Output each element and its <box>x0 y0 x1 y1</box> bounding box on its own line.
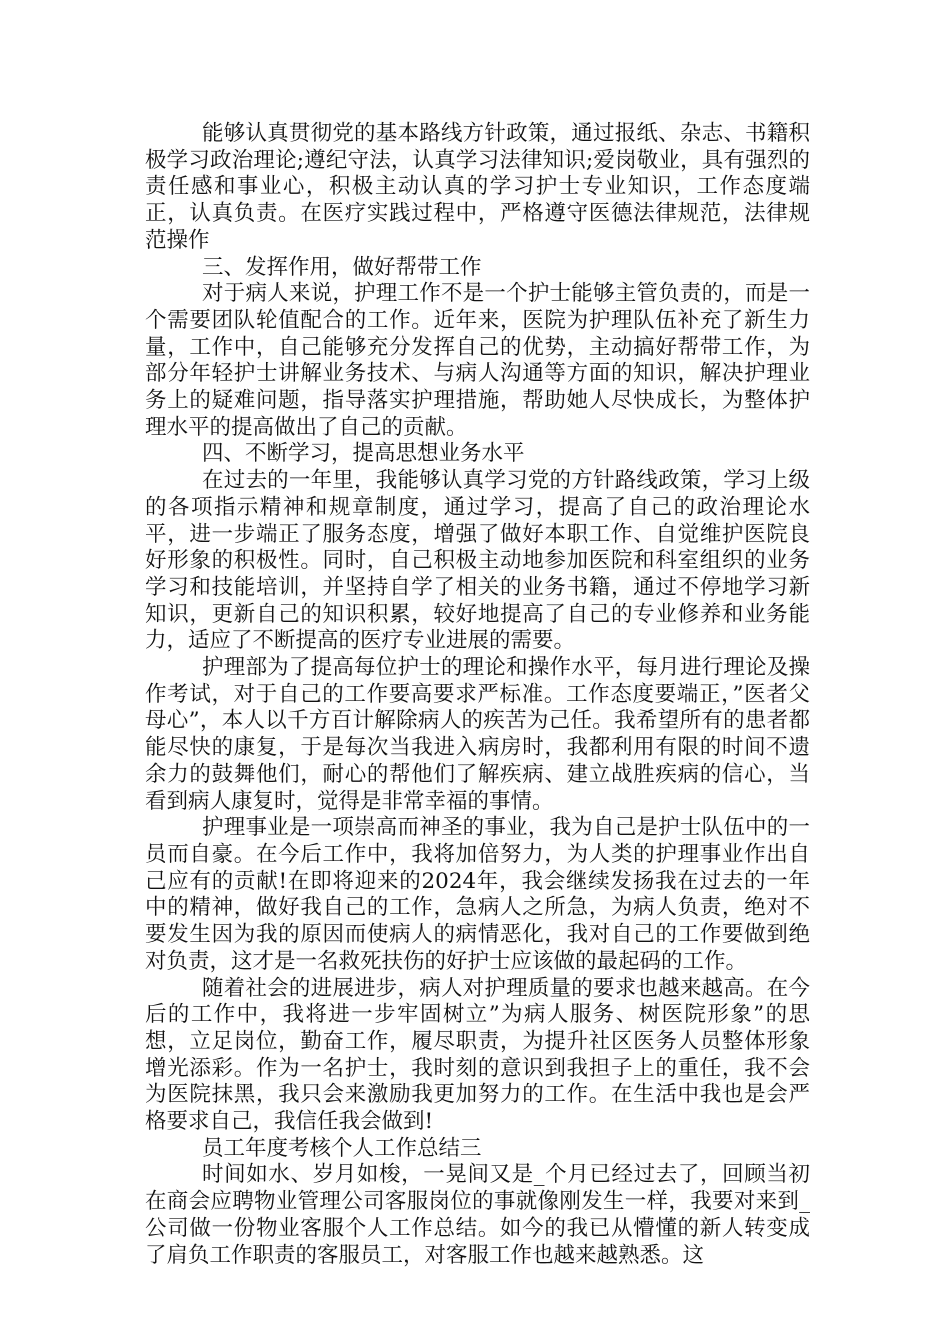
body-paragraph-7: 时间如水、岁月如梭，一晃间又是_个月已经过去了，回顾当初在商会应聘物业管理公司客服岗位的事就像刚发生一样，我要对来到_公司做一份物业客服个人工作总结。如今的我已从懵懂的新人转变成了肩负工作职责的客服员工，对客服工作也越来越熟悉。这 <box>145 1162 810 1268</box>
section-heading-3: 三、发挥作用，做好帮带工作 <box>202 254 482 280</box>
body-paragraph-6: 随着社会的进展进步，病人对护理质量的要求也越来越高。在今后的工作中，我将进一步牢固树立”为病人服务、树医院形象”的思想，立足岗位，勤奋工作，履尽职责，为提升社区医务人员整体形象增光添彩。作为一名护士，我时刻的意识到我担子上的重任，我不会为医院抹黑，我只会来激励我更加努力的工作。在生活中我也是会严格要求自己，我信任我会做到! <box>145 975 810 1135</box>
section-heading-4: 四、不断学习，提高思想业务水平 <box>202 441 525 467</box>
section-heading-summary-3: 员工年度考核个人工作总结三 <box>202 1135 482 1161</box>
document-page <box>145 121 810 1269</box>
body-paragraph-3: 在过去的一年里，我能够认真学习党的方针路线政策，学习上级的各项指示精神和规章制度，通过学习，提高了自己的政治理论水平，进一步端正了服务态度，增强了做好本职工作、自觉维护医院良好形象的积极性。同时，自己积极主动地参加医院和科室组织的业务学习和技能培训，并坚持自学了相关的业务书籍，通过不停地学习新知识，更新自己的知识积累，较好地提高了自己的专业修养和业务能力，适应了不断提高的医疗专业进展的需要。 <box>145 468 810 654</box>
body-paragraph-2: 对于病人来说，护理工作不是一个护士能够主管负责的，而是一个需要团队轮值配合的工作。近年来，医院为护理队伍补充了新生力量，工作中，自己能够充分发挥自己的优势，主动搞好帮带工作，为部分年轻护士讲解业务技术、与病人沟通等方面的知识，解决护理业务上的疑难问题，指导落实护理措施，帮助她人尽快成长，为整体护理水平的提高做出了自己的贡献。 <box>145 281 810 440</box>
body-paragraph-1: 能够认真贯彻党的基本路线方针政策，通过报纸、杂志、书籍积极学习政治理论;遵纪守法，认真学习法律知识;爱岗敬业，具有强烈的责任感和事业心，积极主动认真的学习护士专业知识，工作态度端正，认真负责。在医疗实践过程中，严格遵守医德法律规范，法律规范操作 <box>145 121 810 253</box>
body-paragraph-5: 护理事业是一项崇高而神圣的事业，我为自己是护士队伍中的一员而自豪。在今后工作中，我将加倍努力，为人类的护理事业作出自己应有的贡献!在即将迎来的2024年，我会继续发扬我在过去的一年中的精神，做好我自己的工作，急病人之所急，为病人负责，绝对不要发生因为我的原因而使病人的病情恶化，我对自己的工作要做到绝对负责，这才是一名救死扶伤的好护士应该做的最起码的工作。 <box>145 815 810 974</box>
body-paragraph-4: 护理部为了提高每位护士的理论和操作水平，每月进行理论及操作考试，对于自己的工作要高要求严标准。工作态度要端正，”医者父母心”，本人以千方百计解除病人的疾苦为己任。我希望所有的患者都能尽快的康复，于是每次当我进入病房时，我都利用有限的时间不遗余力的鼓舞他们，耐心的帮他们了解疾病、建立战胜疾病的信心，当看到病人康复时，觉得是非常幸福的事情。 <box>145 655 810 814</box>
